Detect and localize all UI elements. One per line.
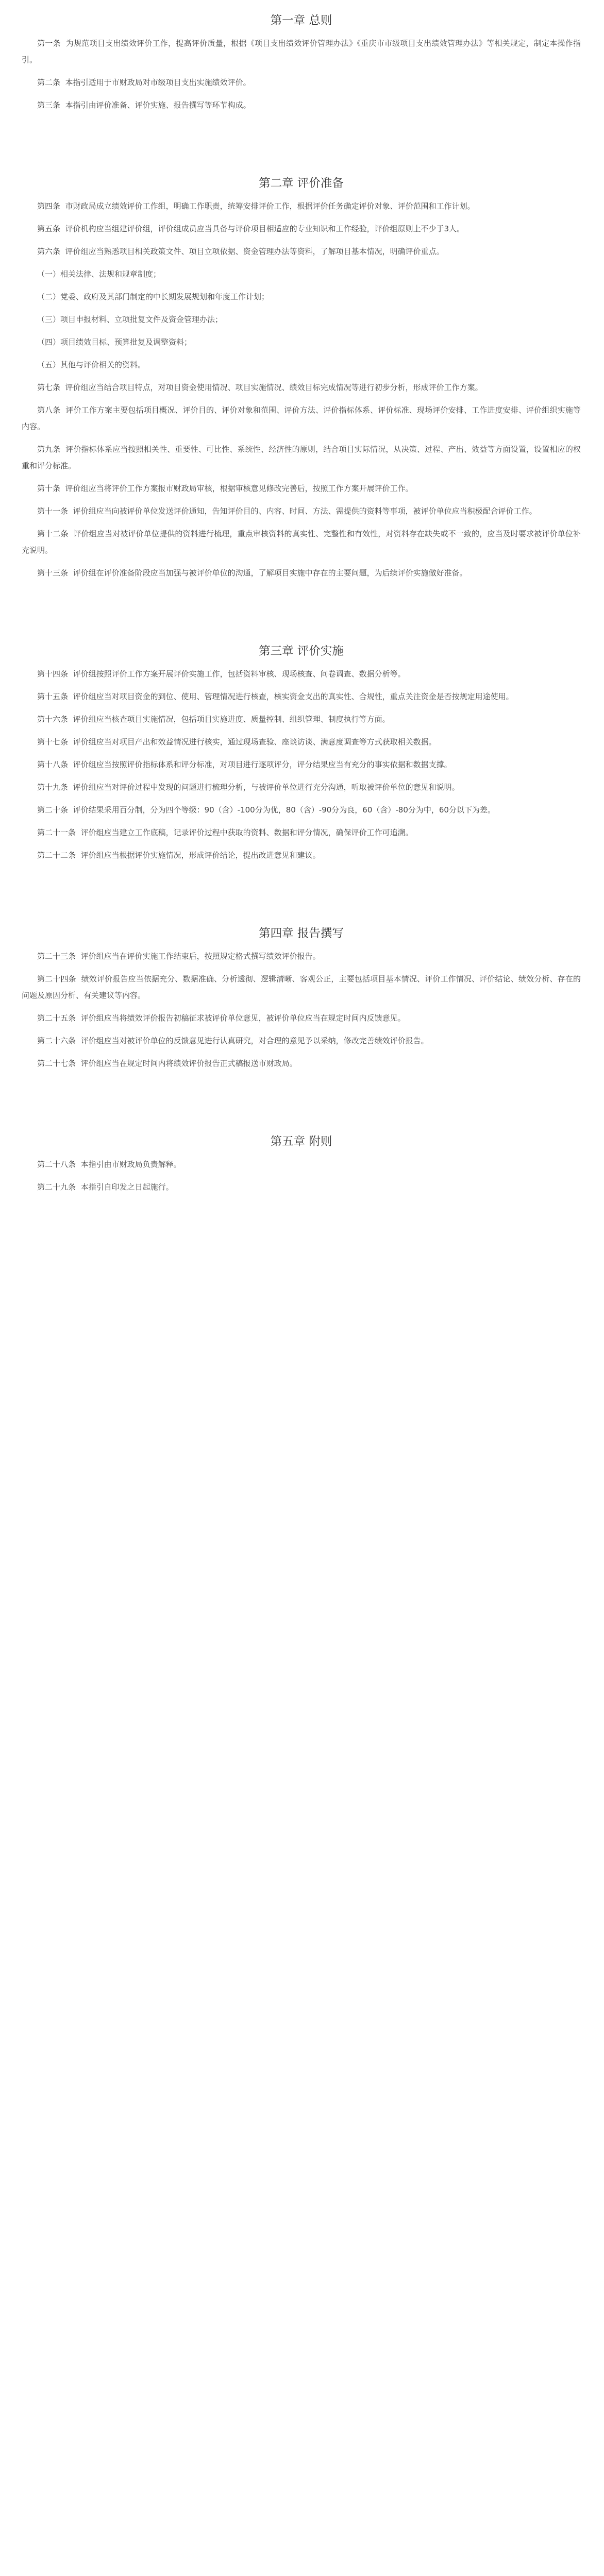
list-item: （一）相关法律、法规和规章制度； [37, 269, 161, 279]
article-paragraph [22, 1156, 581, 1173]
article-number: 第十六条 [37, 715, 69, 724]
article-text: 本指引适用于市财政局对市级项目支出实施绩效评价。 [65, 78, 251, 87]
article-number: 第九条 [37, 445, 61, 454]
article-number: 第十一条 [37, 506, 69, 516]
article-text: 本指引由评价准备、评价实施、报告撰写等环节构成。 [65, 100, 251, 110]
article-text: 为规范项目支出绩效评价工作，提高评价质量，根据《项目支出绩效评价管理办法》《重庆市市级项目支出绩效管理办法》等相关规定，制定本操作指引。 [22, 39, 581, 64]
article-number: 第二十六条 [37, 1036, 76, 1045]
article-text: 评价组应当对评价过程中发现的问题进行梳理分析，与被评价单位进行充分沟通，听取被评价单位的意见和说明。 [73, 783, 460, 792]
article-paragraph [22, 802, 581, 818]
article-paragraph [22, 847, 581, 863]
article-paragraph [22, 1179, 581, 1195]
article-text: 绩效评价报告应当依据充分、数据准确、分析透彻、逻辑清晰、客观公正，主要包括项目基本情况、评价工作情况、评价结论、绩效分析、存在的问题及原因分析、有关建议等内容。 [22, 974, 581, 1000]
article-paragraph [22, 565, 581, 581]
article-paragraph [22, 480, 581, 497]
article-number: 第十条 [37, 484, 61, 493]
chapter-heading: 第三章 评价实施 [259, 645, 344, 658]
article-paragraph [22, 1010, 581, 1026]
article-paragraph [22, 402, 581, 435]
article-text: 评价组应当向被评价单位发送评价通知，告知评价目的、内容、时间、方法、需提供的资料等事项，被评价单位应当积极配合评价工作。 [73, 506, 537, 516]
article-paragraph [22, 756, 581, 773]
article-text: 评价组应当在评价实施工作结束后，按照规定格式撰写绩效评价报告。 [80, 952, 321, 961]
article-number: 第二十九条 [37, 1182, 76, 1192]
article-number: 第五条 [37, 224, 61, 233]
article-paragraph [22, 948, 581, 964]
article-text: 评价组应当核查项目实施情况，包括项目实施进度、质量控制、组织管理、制度执行等方面。 [73, 715, 390, 724]
article-number: 第十五条 [37, 692, 69, 701]
article-text: 评价组应当建立工作底稿，记录评价过程中获取的资料、数据和评分情况，确保评价工作可追溯。 [80, 828, 413, 837]
article-number: 第二十三条 [37, 952, 76, 961]
article-paragraph [22, 97, 581, 113]
article-text: 评价组应当对被评价单位的反馈意见进行认真研究，对合理的意见予以采纳，修改完善绩效评价报告。 [80, 1036, 429, 1045]
article-paragraph [22, 666, 581, 682]
article-paragraph [22, 526, 581, 558]
article-paragraph [22, 1055, 581, 1072]
list-item: （四）项目绩效目标、预算批复及调整资料； [37, 337, 192, 347]
article-paragraph [22, 824, 581, 841]
article-text: 评价组应当根据评价实施情况，形成评价结论，提出改进意见和建议。 [80, 851, 321, 860]
article-text: 评价组应当在规定时间内将绩效评价报告正式稿报送市财政局。 [80, 1059, 297, 1068]
article-text: 市财政局成立绩效评价工作组，明确工作职责，统筹安排评价工作，根据评价任务确定评价对象、评价范围和工作计划。 [65, 201, 475, 211]
chapter-heading: 第二章 评价准备 [259, 177, 344, 190]
article-text: 评价组应当对项目产出和效益情况进行核实，通过现场查验、座谈访谈、满意度调查等方式获取相关数据。 [73, 737, 437, 747]
list-item: （二）党委、政府及其部门制定的中长期发展规划和年度工作计划； [37, 292, 270, 301]
article-paragraph [22, 441, 581, 474]
article-number: 第十七条 [37, 737, 69, 747]
article-number: 第八条 [37, 405, 61, 415]
article-text: 评价机构应当组建评价组，评价组成员应当具备与评价项目相适应的专业知识和工作经验，评价组原则上不少于3人。 [65, 224, 465, 233]
article-number: 第七条 [37, 383, 61, 392]
article-paragraph [22, 198, 581, 214]
article-number: 第四条 [37, 201, 61, 211]
list-item: （三）项目申报材料、立项批复文件及资金管理办法； [37, 315, 223, 324]
chapter-heading: 第一章 总则 [270, 14, 332, 27]
article-text: 评价组应当对项目资金的到位、使用、管理情况进行核查，核实资金支出的真实性、合规性，重点关注资金是否按规定用途使用。 [73, 692, 514, 701]
article-number: 第十八条 [37, 760, 69, 769]
list-item: （五）其他与评价相关的资料。 [37, 360, 146, 369]
article-number: 第二十二条 [37, 851, 76, 860]
article-number: 第一条 [37, 39, 61, 48]
chapter-heading: 第四章 报告撰写 [259, 927, 344, 940]
article-paragraph [22, 379, 581, 396]
article-number: 第三条 [37, 100, 61, 110]
article-paragraph [22, 734, 581, 750]
article-text: 评价组应当熟悉项目相关政策文件、项目立项依据、资金管理办法等资料，了解项目基本情况，明确评价重点。 [65, 247, 444, 256]
article-number: 第二十一条 [37, 828, 76, 837]
article-paragraph [22, 35, 581, 68]
article-text: 评价指标体系应当按照相关性、重要性、可比性、系统性、经济性的原则，结合项目实际情况，从决策、过程、产出、效益等方面设置，设置相应的权重和评分标准。 [22, 445, 581, 470]
article-text: 评价组在评价准备阶段应当加强与被评价单位的沟通，了解项目实施中存在的主要问题，为后续评价实施做好准备。 [73, 568, 467, 578]
article-text: 评价组应当将绩效评价报告初稿征求被评价单位意见，被评价单位应当在规定时间内反馈意见。 [80, 1013, 406, 1023]
article-number: 第十三条 [37, 568, 69, 578]
article-number: 第六条 [37, 247, 61, 256]
article-number: 第十二条 [37, 529, 69, 538]
article-number: 第十九条 [37, 783, 69, 792]
article-number: 第二十八条 [37, 1160, 76, 1169]
article-paragraph [22, 1032, 581, 1049]
article-text: 评价工作方案主要包括项目概况、评价目的、评价对象和范围、评价方法、评价指标体系、评价标准、现场评价安排、工作进度安排、评价组织实施等内容。 [22, 405, 581, 431]
article-paragraph [22, 711, 581, 727]
article-text: 评价组应当对被评价单位提供的资料进行梳理，重点审核资料的真实性、完整性和有效性，对资料存在缺失或不一致的，应当及时要求被评价单位补充说明。 [22, 529, 581, 555]
article-text: 评价组应当按照评价指标体系和评分标准，对项目进行逐项评分，评分结果应当有充分的事实依据和数据支撑。 [73, 760, 452, 769]
chapter-heading: 第五章 附则 [270, 1135, 332, 1148]
article-paragraph [22, 243, 581, 260]
article-number: 第二十五条 [37, 1013, 76, 1023]
article-number: 第二条 [37, 78, 61, 87]
article-text: 评价组按照评价工作方案开展评价实施工作，包括资料审核、现场核查、问卷调查、数据分析等。 [73, 669, 406, 679]
article-number: 第二十条 [37, 805, 69, 815]
material-list [22, 266, 581, 373]
article-paragraph [22, 503, 581, 519]
article-number: 第二十四条 [37, 974, 76, 984]
article-text: 评价组应当结合项目特点，对项目资金使用情况、项目实施情况、绩效目标完成情况等进行初步分析，形成评价工作方案。 [65, 383, 483, 392]
article-paragraph [22, 221, 581, 237]
article-number: 第二十七条 [37, 1059, 76, 1068]
article-paragraph [22, 74, 581, 91]
article-text: 评价结果采用百分制，分为四个等级：90（含）-100分为优，80（含）-90分为良，60（含）-80分为中，60分以下为差。 [73, 805, 495, 815]
article-number: 第十四条 [37, 669, 69, 679]
article-text: 本指引自印发之日起施行。 [80, 1182, 174, 1192]
article-paragraph [22, 779, 581, 795]
article-text: 本指引由市财政局负责解释。 [80, 1160, 181, 1169]
article-paragraph [22, 971, 581, 1004]
article-text: 评价组应当将评价工作方案报市财政局审核，根据审核意见修改完善后，按照工作方案开展评价工作。 [65, 484, 413, 493]
article-paragraph [22, 688, 581, 705]
